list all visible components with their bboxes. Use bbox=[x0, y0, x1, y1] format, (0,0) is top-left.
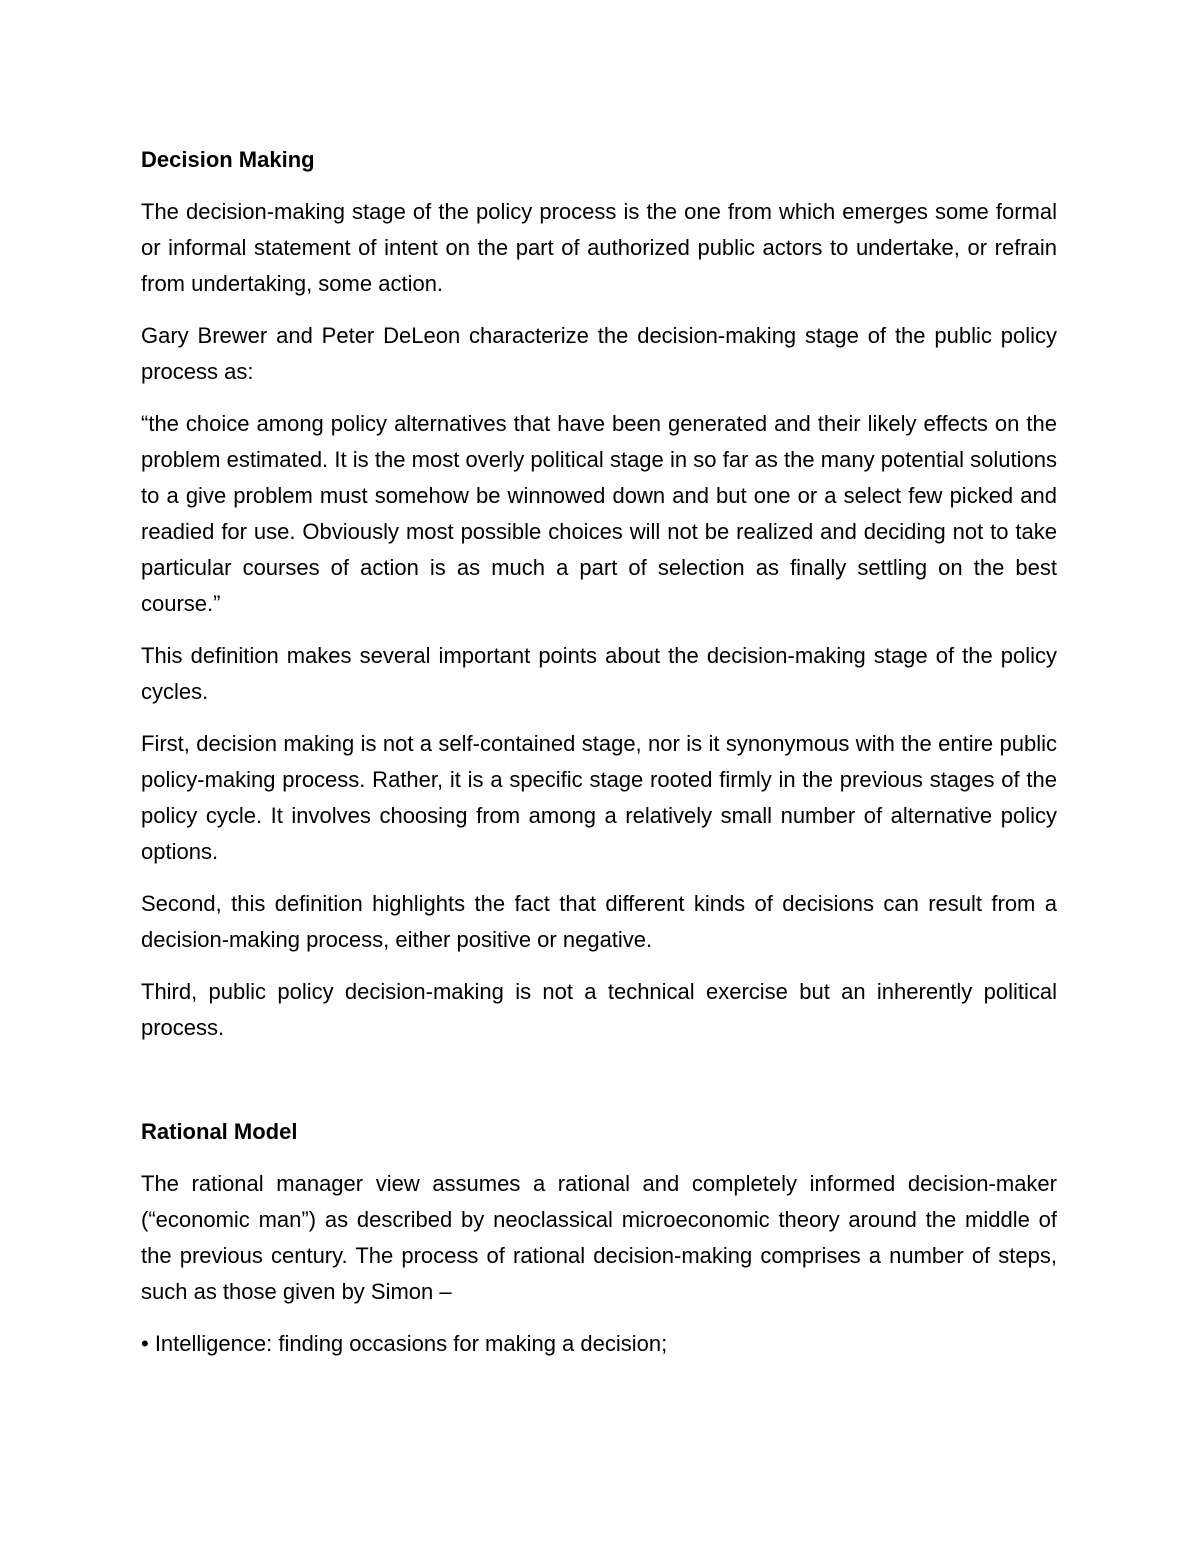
section-heading-rational-model: Rational Model bbox=[141, 1119, 298, 1144]
paragraph-quote: “the choice among policy alternatives that have been generated and their likely effects on the problem estimated. It is the most overly political stage in so far as the many potential solutions to a give problem must somehow be winnowed down and but one or a select few picked and readied for use. Obviously most possible choices will not be realized and deciding not to take particular courses of action is as much a part of selection as finally settling on the best course.” bbox=[141, 411, 1057, 616]
paragraph-brewer-deleon: Gary Brewer and Peter DeLeon characterize the decision-making stage of the public policy process as: bbox=[141, 323, 1057, 384]
paragraph-first-point: First, decision making is not a self-contained stage, nor is it synonymous with the entire public policy-making process. Rather, it is a specific stage rooted firmly in the previous stages of the policy cycle. It involves choosing from among a relatively small number of alternative policy options. bbox=[141, 731, 1057, 864]
paragraph-definition-points: This definition makes several important points about the decision-making stage of the policy cycles. bbox=[141, 643, 1057, 704]
section-spacer bbox=[141, 1062, 1057, 1114]
paragraph-third-point: Third, public policy decision-making is not a technical exercise but an inherently political process. bbox=[141, 979, 1057, 1040]
paragraph-intro: The decision-making stage of the policy process is the one from which emerges some formal or informal statement of intent on the part of authorized public actors to undertake, or refrain from undertaking, some action. bbox=[141, 199, 1057, 296]
paragraph-second-point: Second, this definition highlights the fact that different kinds of decisions can result from a decision-making process, either positive or negative. bbox=[141, 891, 1057, 952]
bullet-intelligence: • Intelligence: finding occasions for making a decision; bbox=[141, 1331, 668, 1356]
paragraph-rational-manager: The rational manager view assumes a rational and completely informed decision-maker (“economic man”) as described by neoclassical microeconomic theory around the middle of the previous century. The process of rational decision-making comprises a number of steps, such as those given by Simon – bbox=[141, 1171, 1057, 1304]
document-page bbox=[141, 142, 1057, 1362]
section-heading-decision-making: Decision Making bbox=[141, 147, 315, 172]
